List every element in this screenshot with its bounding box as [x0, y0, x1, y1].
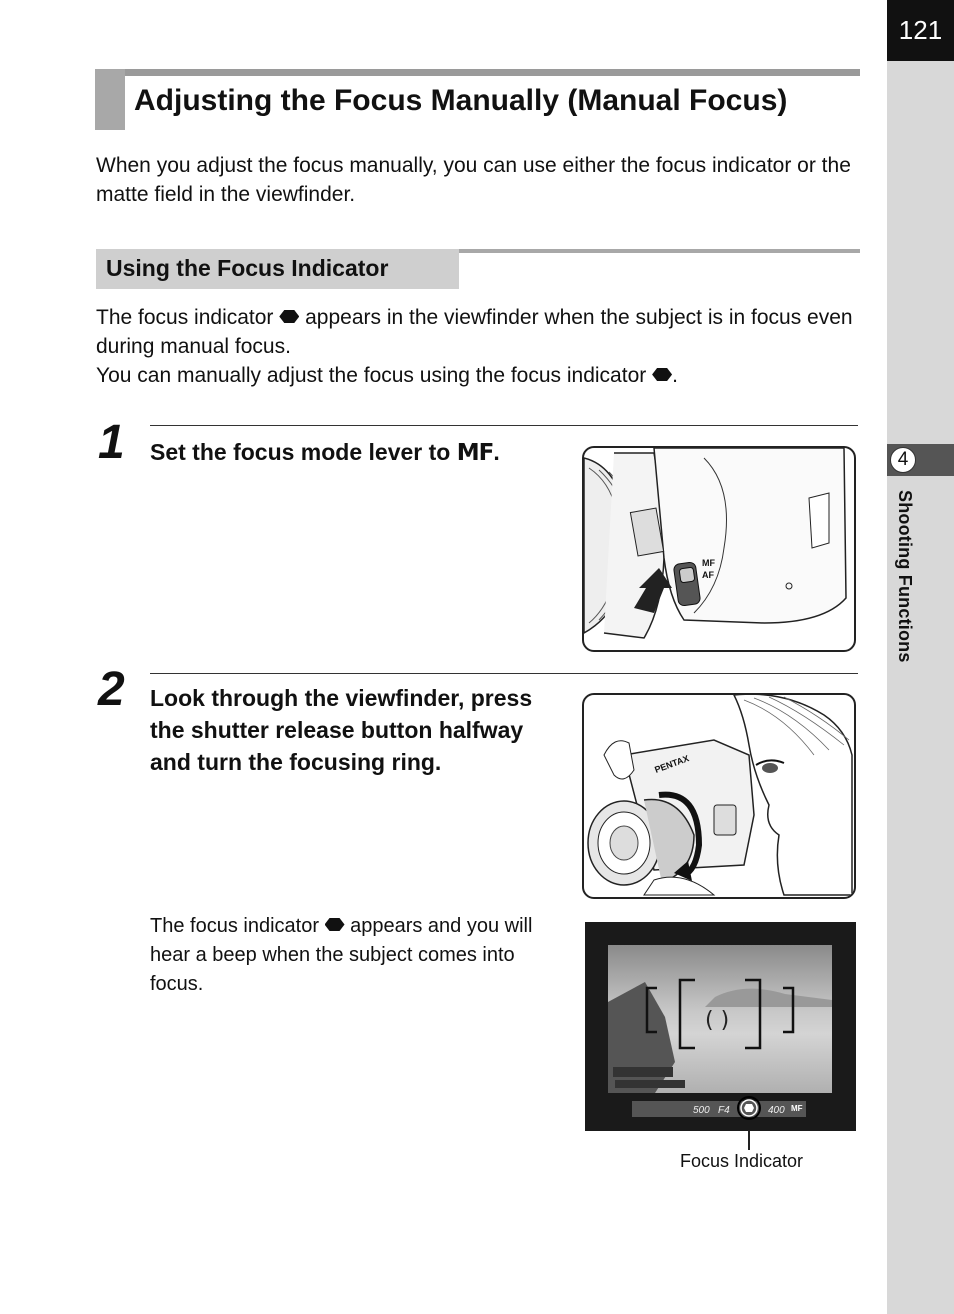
- step-1-number: 1: [98, 416, 125, 469]
- vf-iso: 400: [768, 1105, 785, 1116]
- intro-paragraph: When you adjust the focus manually, you can use either the focus indicator or the matte field in the viewfinder.: [96, 154, 851, 206]
- section-heading: Using the Focus Indicator: [106, 255, 389, 281]
- vf-focus-indicator-icon: [744, 1104, 754, 1112]
- p1-text-a: The focus indicator: [96, 306, 280, 329]
- lever-af-label: AF: [702, 570, 714, 580]
- page-number: 121: [887, 0, 954, 61]
- viewfinder-display: [585, 922, 856, 1131]
- p2-text-a: You can manually adjust the focus using the focus indicator: [96, 364, 653, 387]
- focus-indicator-paragraph: [96, 303, 876, 390]
- note-text-b: appears and you will hear a beep when the subject comes into focus.: [150, 915, 533, 995]
- focus-indicator-icon: [325, 918, 345, 931]
- figure-caption: Focus Indicator: [680, 1151, 804, 1171]
- focus-indicator-icon: [279, 310, 299, 323]
- viewfinder-focus-illustration: [582, 693, 856, 899]
- step-1-text: [150, 436, 500, 469]
- p1-text-b: appears in the viewfinder when the subject is in focus even during manual focus.: [96, 306, 853, 358]
- step-2-number: 2: [98, 663, 125, 716]
- step-2-rule: [150, 673, 858, 674]
- camera-lever-illustration: [582, 446, 856, 652]
- lever-mf-label: MF: [702, 558, 715, 568]
- brand-label: PENTAX: [653, 753, 691, 775]
- step-1-rule: [150, 425, 858, 426]
- step-1-label: Set the focus mode lever to: [150, 439, 457, 465]
- note-text-a: The focus indicator: [150, 915, 325, 937]
- chapter-number: 4: [890, 447, 916, 473]
- svg-text:( ): ( ): [705, 1008, 730, 1033]
- caption-leader-line: [748, 1130, 750, 1150]
- vf-shutter: 500: [693, 1105, 710, 1116]
- p2-text-b: .: [672, 364, 678, 387]
- chapter-title: Shooting Functions: [895, 490, 915, 663]
- vf-aperture: F4: [718, 1105, 730, 1116]
- title-rule: [95, 69, 860, 76]
- step-2-note: [150, 912, 565, 999]
- title-marker: [95, 69, 125, 130]
- vf-mode: MF: [791, 1104, 803, 1113]
- step-1-end: .: [493, 439, 500, 465]
- step-2-text: Look through the viewfinder, press the shutter release button halfway and turn the focusing ring.: [150, 685, 533, 775]
- page-title: Adjusting the Focus Manually (Manual Focus): [134, 84, 788, 117]
- mf-symbol: MF: [456, 440, 494, 466]
- focus-indicator-icon: [652, 368, 672, 381]
